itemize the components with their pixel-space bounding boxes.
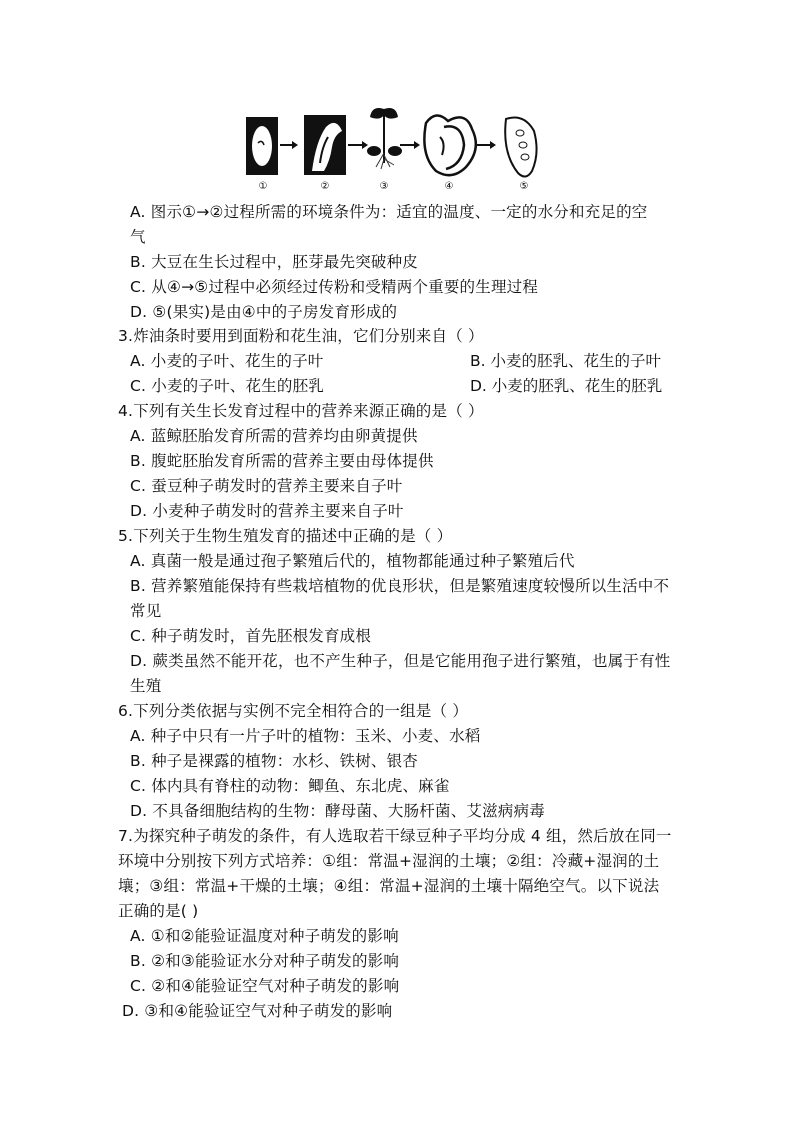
- q7-stem-line4: 正确的是( ): [118, 902, 199, 920]
- q3-option-a: A. 小麦的子叶、花生的子叶: [130, 352, 324, 370]
- q2-option-d: D. ⑤(果实)是由④中的子房发育形成的: [130, 303, 398, 321]
- q3-option-d: D. 小麦的胚乳、花生的胚乳: [470, 377, 663, 395]
- q6-stem: 6.下列分类依据与实例不完全相符合的一组是（ ）: [118, 702, 469, 720]
- q7-stem-line1: 7.为探究种子萌发的条件，有人选取若干绿豆种子平均分成 4 组，然后放在同一: [118, 827, 672, 845]
- q5-option-c: C. 种子萌发时，首先胚根发育成根: [130, 627, 372, 645]
- figure-label-1: ①: [258, 181, 268, 192]
- q5-option-b-line2: 常见: [130, 602, 162, 620]
- q4-stem: 4.下列有关生长发育过程中的营养来源正确的是（ ）: [118, 402, 484, 420]
- flower-stage-image: [424, 115, 475, 175]
- q2-option-b: B. 大豆在生长过程中，胚芽最先突破种皮: [130, 253, 418, 271]
- figure-label-3: ③: [379, 181, 389, 192]
- q6-option-b: B. 种子是裸露的植物：水杉、铁树、银杏: [130, 752, 418, 770]
- q6-option-d: D. 不具备细胞结构的生物：酵母菌、大肠杆菌、艾滋病病毒: [130, 802, 545, 820]
- q2-option-c: C. 从④→⑤过程中必须经过传粉和受精两个重要的生理过程: [130, 278, 539, 296]
- seed-stage-image: [246, 117, 278, 175]
- q2-option-a-line2: 气: [130, 228, 146, 246]
- q2-option-a-line1: A. 图示①→②过程所需的环境条件为：适宜的温度、一定的水分和充足的空: [130, 203, 648, 221]
- seedling-stage-image: [367, 108, 402, 169]
- q5-option-d-line2: 生殖: [130, 677, 162, 695]
- figure-label-4: ④: [444, 181, 454, 192]
- q6-option-a: A. 种子中只有一片子叶的植物：玉米、小麦、水稻: [130, 727, 481, 745]
- q3-option-c: C. 小麦的子叶、花生的胚乳: [130, 377, 324, 395]
- q3-stem: 3.炸油条时要用到面粉和花生油，它们分别来自（ ）: [118, 327, 484, 345]
- fruit-stage-image: [505, 118, 536, 177]
- q5-option-d-line1: D. 蕨类虽然不能开花，也不产生种子，但是它能用孢子进行繁殖，也属于有性: [130, 652, 671, 670]
- q4-option-d: D. 小麦种子萌发时的营养主要来自子叶: [130, 502, 404, 520]
- germination-figure: [244, 103, 544, 193]
- q5-option-b-line1: B. 营养繁殖能保持有些栽培植物的优良形状，但是繁殖速度较慢所以生活中不: [130, 577, 670, 595]
- figure-label-2: ②: [320, 181, 330, 192]
- q5-option-a: A. 真菌一般是通过孢子繁殖后代的，植物都能通过种子繁殖后代: [130, 552, 575, 570]
- q4-option-a: A. 蓝鲸胚胎发育所需的营养均由卵黄提供: [130, 427, 418, 445]
- q7-stem-line2: 环境中分别按下列方式培养：①组：常温+湿润的土壤；②组：冷藏+湿润的土: [118, 852, 660, 870]
- q4-option-c: C. 蚕豆种子萌发时的营养主要来自子叶: [130, 477, 403, 495]
- q7-option-d: D. ③和④能验证空气对种子萌发的影响: [122, 1002, 393, 1020]
- q3-option-b: B. 小麦的胚乳、花生的子叶: [470, 352, 661, 370]
- q7-stem-line3: 壤；③组：常温+干燥的土壤；④组：常温+湿润的土壤十隔绝空气。以下说法: [118, 877, 660, 895]
- q4-option-b: B. 腹蛇胚胎发育所需的营养主要由母体提供: [130, 452, 434, 470]
- q5-stem: 5.下列关于生物生殖发育的描述中正确的是（ ）: [118, 527, 453, 545]
- q6-option-c: C. 体内具有脊柱的动物：鲫鱼、东北虎、麻雀: [130, 777, 450, 795]
- q7-option-b: B. ②和③能验证水分对种子萌发的影响: [130, 952, 400, 970]
- figure-label-5: ⑤: [519, 181, 529, 192]
- q7-option-c: C. ②和④能验证空气对种子萌发的影响: [130, 977, 400, 995]
- germinating-stage-image: [304, 115, 346, 175]
- q7-option-a: A. ①和②能验证温度对种子萌发的影响: [130, 927, 399, 945]
